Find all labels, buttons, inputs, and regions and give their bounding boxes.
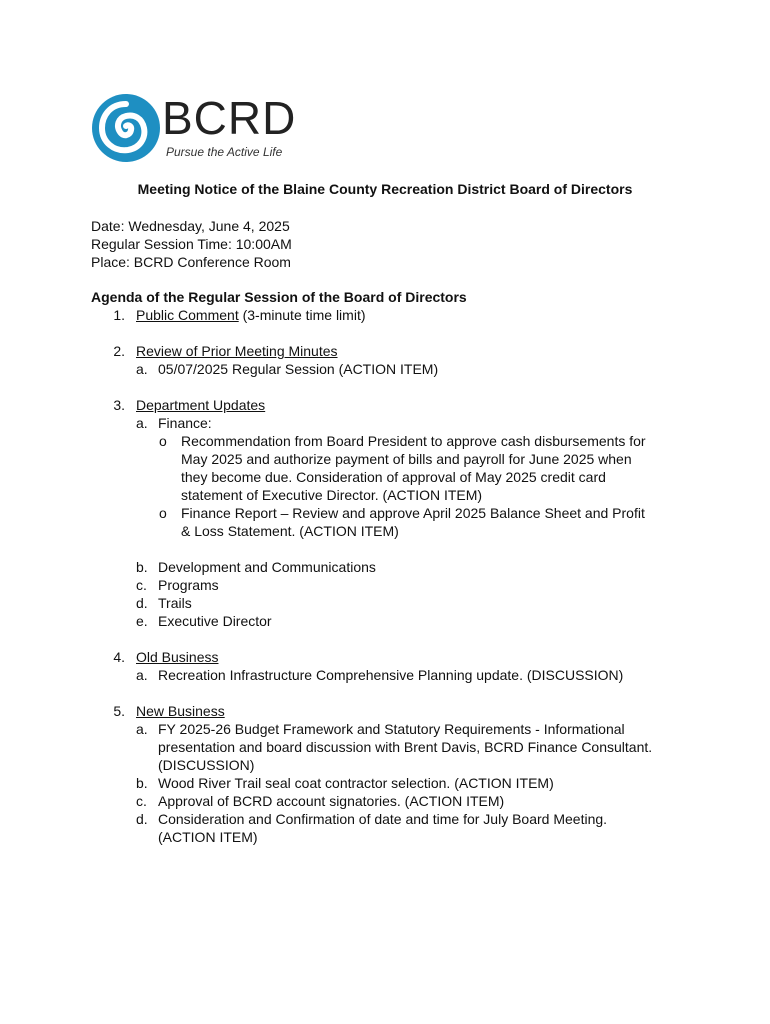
item-title: Department Updates [136,397,266,413]
meeting-info [91,217,292,271]
sub-text: Executive Director [158,613,272,629]
item-title: Public Comment [136,307,239,323]
sub-text: (DISCUSSION) [158,757,255,773]
sub-item [136,666,624,684]
sub-text: Development and Communications [158,559,376,575]
sub-letter: d. [136,595,148,611]
sub-text: (ACTION ITEM) [158,829,258,845]
item-title: Old Business [136,649,219,665]
sub-text: FY 2025-26 Budget Framework and Statutory Requirements - Informational [158,721,625,737]
sub-text: presentation and board discussion with Brent Davis, BCRD Finance Consultant. [158,739,653,755]
bullet-mark: o [159,433,167,449]
bcrd-logo [90,92,300,164]
meeting-time: Regular Session Time: 10:00AM [91,236,292,252]
sub-item [136,774,554,792]
bullet-line: statement of Executive Director. (ACTION ITEM) [181,487,483,503]
item-number: 3. [113,397,125,413]
sub-letter: c. [136,577,147,593]
bullet-item [159,504,645,522]
bullet-line: Finance Report – Review and approve April 2025 Balance Sheet and Profit [181,505,645,521]
sub-item [136,576,219,594]
item-number: 4. [113,649,125,665]
swirl-logo-icon [90,92,162,164]
sub-item [136,414,212,432]
sub-item [136,792,505,810]
sub-letter: b. [136,775,148,791]
logo-tagline: Pursue the Active Life [166,145,283,159]
sub-text: Finance: [158,415,212,431]
sub-item [136,360,439,378]
item-number: 1. [113,307,125,323]
sub-text: Trails [158,595,192,611]
sub-item [136,558,376,576]
sub-item [136,720,625,738]
sub-letter: a. [136,721,148,737]
item-number: 2. [113,343,125,359]
bullet-mark: o [159,505,167,521]
sub-item [136,810,608,828]
bullet-line: & Loss Statement. (ACTION ITEM) [181,523,399,539]
sub-letter: a. [136,361,148,377]
item-title: Review of Prior Meeting Minutes [136,343,338,359]
meeting-date: Date: Wednesday, June 4, 2025 [91,218,290,234]
bullet-line: they become due. Consideration of approval of May 2025 credit card [181,469,606,485]
logo-wordmark: BCRD [162,92,297,144]
item-note: (3-minute time limit) [238,307,366,323]
bullet-line: May 2025 and authorize payment of bills and payroll for June 2025 when [181,451,632,467]
sub-letter: a. [136,415,148,431]
sub-text: Recreation Infrastructure Comprehensive Planning update. (DISCUSSION) [158,667,624,683]
agenda-heading: Agenda of the Regular Session of the Board of Directors [91,289,467,305]
sub-text: 05/07/2025 Regular Session (ACTION ITEM) [158,361,439,377]
sub-letter: b. [136,559,148,575]
sub-letter: a. [136,667,148,683]
sub-text: Approval of BCRD account signatories. (ACTION ITEM) [158,793,505,809]
sub-text: Wood River Trail seal coat contractor selection. (ACTION ITEM) [158,775,554,791]
item-number: 5. [113,703,125,719]
sub-text: Programs [158,577,219,593]
sub-letter: d. [136,811,148,827]
sub-item [136,612,272,630]
bullet-line: Recommendation from Board President to approve cash disbursements for [181,433,646,449]
meeting-place: Place: BCRD Conference Room [91,254,291,270]
item-title: New Business [136,703,225,719]
sub-letter: e. [136,613,148,629]
page-title: Meeting Notice of the Blaine County Recreation District Board of Directors [137,181,633,197]
sub-text: Consideration and Confirmation of date and time for July Board Meeting. [158,811,608,827]
sub-item [136,594,192,612]
bullet-item [159,432,646,450]
sub-letter: c. [136,793,147,809]
